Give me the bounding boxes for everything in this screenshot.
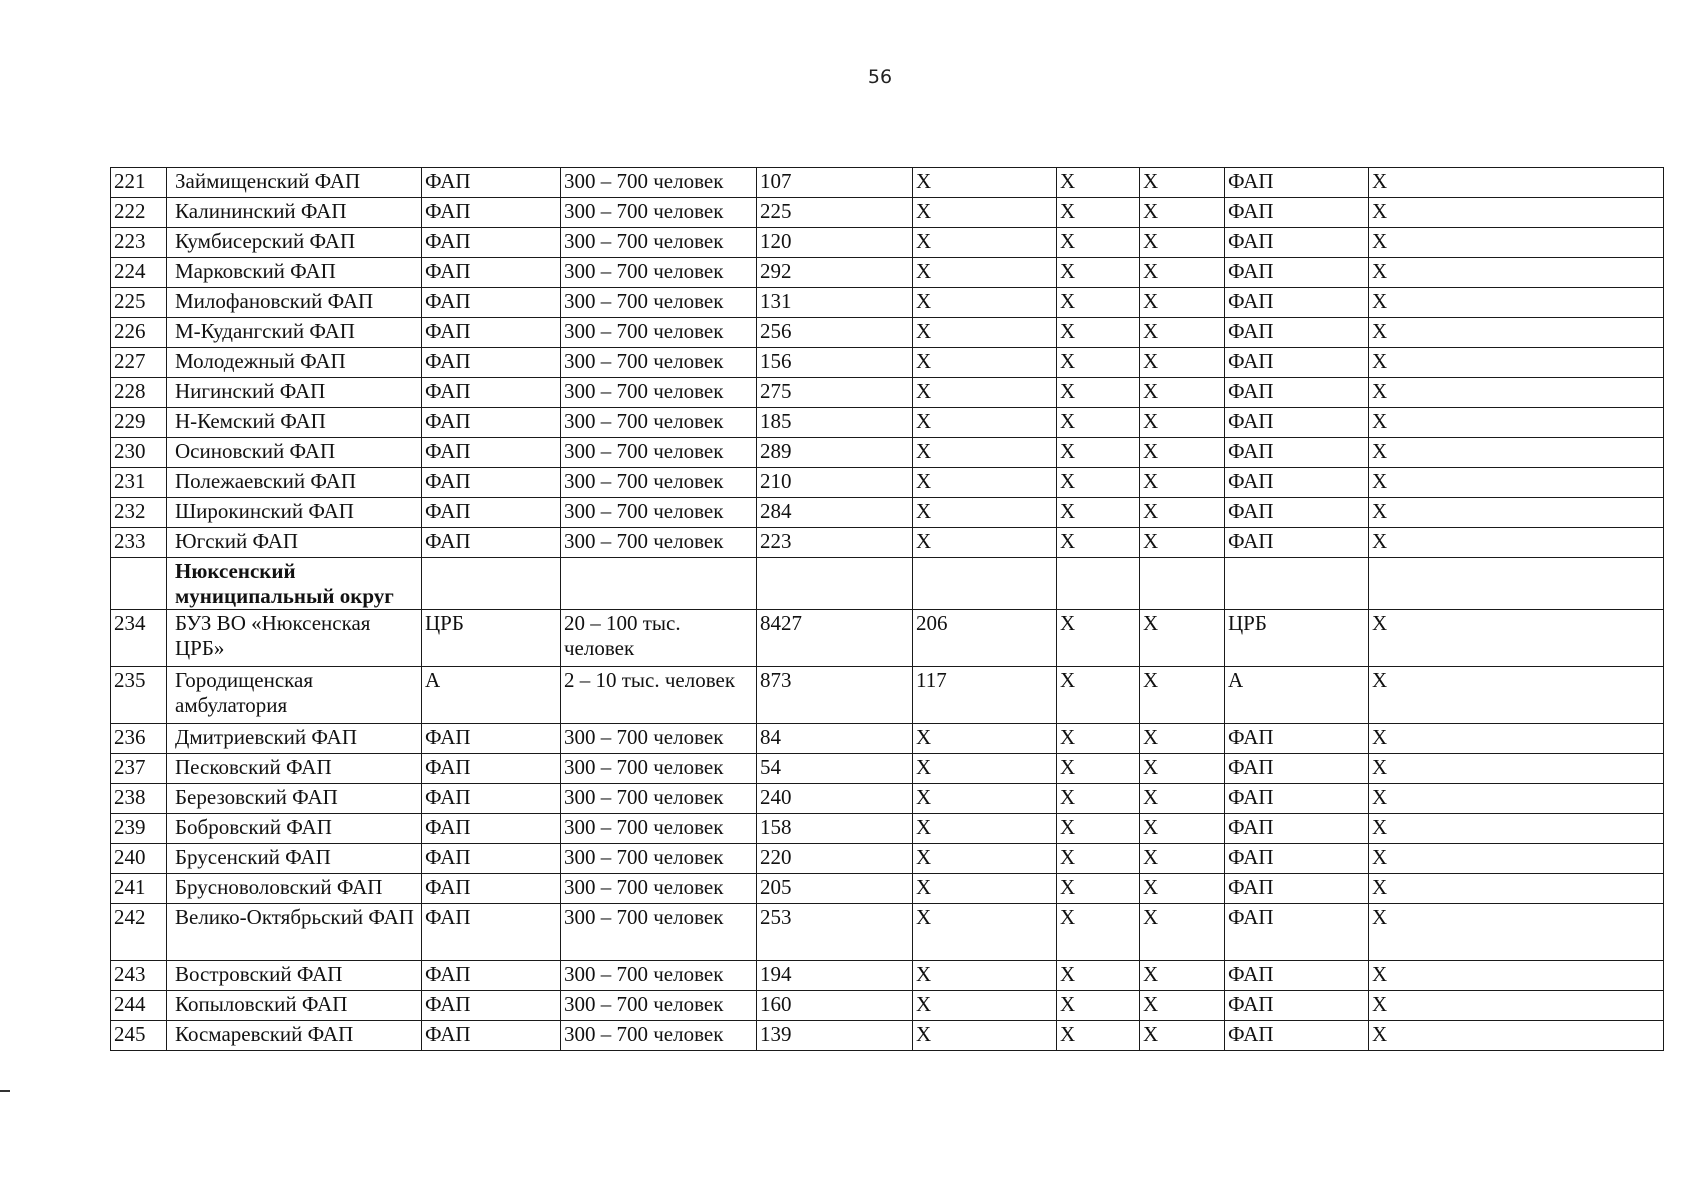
cell-facility-name: Широкинский ФАП bbox=[167, 498, 422, 528]
cell-facility-name: Осиновский ФАП bbox=[167, 438, 422, 468]
cell-facility-name: Нигинский ФАП bbox=[167, 378, 422, 408]
cell-facility-type: ФАП bbox=[422, 961, 561, 991]
cell-number: 240 bbox=[111, 844, 167, 874]
cell-col-7: Х bbox=[1057, 904, 1140, 961]
cell-population-range: 300 – 700 человек bbox=[561, 168, 757, 198]
cell-col-8 bbox=[1140, 558, 1225, 610]
cell-facility-name: Песковский ФАП bbox=[167, 754, 422, 784]
cell-facility-type: ФАП bbox=[422, 318, 561, 348]
cell-number: 233 bbox=[111, 528, 167, 558]
cell-number: 235 bbox=[111, 667, 167, 724]
cell-target-type: ФАП bbox=[1225, 258, 1369, 288]
cell-col-10: Х bbox=[1369, 288, 1664, 318]
cell-served-population: 185 bbox=[757, 408, 913, 438]
cell-col-6: Х bbox=[913, 724, 1057, 754]
cell-facility-name: БУЗ ВО «Нюксенская ЦРБ» bbox=[167, 610, 422, 667]
page-number: 56 bbox=[867, 66, 893, 88]
cell-facility-type: ФАП bbox=[422, 198, 561, 228]
cell-col-6: Х bbox=[913, 814, 1057, 844]
cell-number: 222 bbox=[111, 198, 167, 228]
cell-facility-name: Полежаевский ФАП bbox=[167, 468, 422, 498]
cell-population-range bbox=[561, 558, 757, 610]
cell-facility-name: Востровский ФАП bbox=[167, 961, 422, 991]
cell-col-10 bbox=[1369, 558, 1664, 610]
cell-col-6: 117 bbox=[913, 667, 1057, 724]
cell-col-10: Х bbox=[1369, 528, 1664, 558]
cell-facility-name: Березовский ФАП bbox=[167, 784, 422, 814]
cell-served-population: 120 bbox=[757, 228, 913, 258]
cell-served-population: 284 bbox=[757, 498, 913, 528]
cell-facility-type: ФАП bbox=[422, 378, 561, 408]
cell-col-6: 206 bbox=[913, 610, 1057, 667]
table-row bbox=[111, 198, 1664, 228]
cell-target-type: ФАП bbox=[1225, 168, 1369, 198]
cell-col-8: Х bbox=[1140, 438, 1225, 468]
cell-col-10: Х bbox=[1369, 904, 1664, 961]
cell-facility-name: Милофановский ФАП bbox=[167, 288, 422, 318]
cell-col-10: Х bbox=[1369, 844, 1664, 874]
cell-col-7: Х bbox=[1057, 468, 1140, 498]
cell-col-6 bbox=[913, 558, 1057, 610]
cell-served-population: 205 bbox=[757, 874, 913, 904]
cell-col-6: Х bbox=[913, 198, 1057, 228]
cell-col-7: Х bbox=[1057, 724, 1140, 754]
cell-facility-type: А bbox=[422, 667, 561, 724]
cell-col-7: Х bbox=[1057, 667, 1140, 724]
cell-col-8: Х bbox=[1140, 844, 1225, 874]
cell-population-range: 300 – 700 человек bbox=[561, 991, 757, 1021]
cell-target-type: ФАП bbox=[1225, 874, 1369, 904]
cell-facility-name: Городищенская амбулатория bbox=[167, 667, 422, 724]
cell-served-population: 275 bbox=[757, 378, 913, 408]
cell-col-8: Х bbox=[1140, 408, 1225, 438]
cell-target-type: ФАП bbox=[1225, 288, 1369, 318]
cell-number: 226 bbox=[111, 318, 167, 348]
cell-col-10: Х bbox=[1369, 724, 1664, 754]
cell-col-10: Х bbox=[1369, 348, 1664, 378]
cell-facility-name: Брусноволовский ФАП bbox=[167, 874, 422, 904]
cell-facility-type: ФАП bbox=[422, 991, 561, 1021]
table-row bbox=[111, 754, 1664, 784]
cell-col-7: Х bbox=[1057, 784, 1140, 814]
cell-col-10: Х bbox=[1369, 991, 1664, 1021]
cell-col-10: Х bbox=[1369, 258, 1664, 288]
cell-number: 221 bbox=[111, 168, 167, 198]
cell-number: 230 bbox=[111, 438, 167, 468]
table-row bbox=[111, 844, 1664, 874]
cell-col-6: Х bbox=[913, 754, 1057, 784]
cell-population-range: 300 – 700 человек bbox=[561, 318, 757, 348]
cell-population-range: 300 – 700 человек bbox=[561, 198, 757, 228]
cell-population-range: 300 – 700 человек bbox=[561, 844, 757, 874]
cell-col-8: Х bbox=[1140, 468, 1225, 498]
cell-col-6: Х bbox=[913, 438, 1057, 468]
facilities-table-container bbox=[110, 167, 1663, 1051]
cell-facility-type: ФАП bbox=[422, 844, 561, 874]
table-row bbox=[111, 348, 1664, 378]
cell-population-range: 300 – 700 человек bbox=[561, 814, 757, 844]
cell-col-8: Х bbox=[1140, 1021, 1225, 1051]
cell-col-7: Х bbox=[1057, 814, 1140, 844]
cell-col-6: Х bbox=[913, 498, 1057, 528]
cell-col-10: Х bbox=[1369, 468, 1664, 498]
cell-facility-name: Молодежный ФАП bbox=[167, 348, 422, 378]
table-row bbox=[111, 904, 1664, 961]
cell-population-range: 300 – 700 человек bbox=[561, 228, 757, 258]
cell-population-range: 300 – 700 человек bbox=[561, 754, 757, 784]
cell-col-6: Х bbox=[913, 228, 1057, 258]
cell-col-6: Х bbox=[913, 168, 1057, 198]
cell-col-7: Х bbox=[1057, 228, 1140, 258]
cell-col-10: Х bbox=[1369, 198, 1664, 228]
cell-population-range: 300 – 700 человек bbox=[561, 378, 757, 408]
cell-number: 239 bbox=[111, 814, 167, 844]
cell-col-6: Х bbox=[913, 288, 1057, 318]
cell-col-6: Х bbox=[913, 408, 1057, 438]
cell-served-population: 8427 bbox=[757, 610, 913, 667]
cell-target-type: ФАП bbox=[1225, 528, 1369, 558]
cell-facility-type: ФАП bbox=[422, 754, 561, 784]
cell-col-10: Х bbox=[1369, 814, 1664, 844]
cell-population-range: 300 – 700 человек bbox=[561, 784, 757, 814]
cell-col-10: Х bbox=[1369, 667, 1664, 724]
cell-col-7: Х bbox=[1057, 408, 1140, 438]
cell-served-population: 253 bbox=[757, 904, 913, 961]
cell-number: 245 bbox=[111, 1021, 167, 1051]
cell-col-8: Х bbox=[1140, 378, 1225, 408]
cell-served-population: 160 bbox=[757, 991, 913, 1021]
cell-facility-type: ЦРБ bbox=[422, 610, 561, 667]
cell-facility-name: Копыловский ФАП bbox=[167, 991, 422, 1021]
cell-served-population: 292 bbox=[757, 258, 913, 288]
cell-served-population: 84 bbox=[757, 724, 913, 754]
cell-col-10: Х bbox=[1369, 318, 1664, 348]
edge-mark bbox=[0, 1090, 10, 1092]
cell-col-10: Х bbox=[1369, 874, 1664, 904]
cell-number: 223 bbox=[111, 228, 167, 258]
cell-col-6: Х bbox=[913, 348, 1057, 378]
cell-served-population: 158 bbox=[757, 814, 913, 844]
cell-col-8: Х bbox=[1140, 667, 1225, 724]
cell-facility-name: Бобровский ФАП bbox=[167, 814, 422, 844]
cell-served-population: 131 bbox=[757, 288, 913, 318]
cell-population-range: 300 – 700 человек bbox=[561, 438, 757, 468]
cell-facility-name: Брусенский ФАП bbox=[167, 844, 422, 874]
table-row bbox=[111, 168, 1664, 198]
cell-target-type: ФАП bbox=[1225, 408, 1369, 438]
cell-number: 229 bbox=[111, 408, 167, 438]
table-row bbox=[111, 408, 1664, 438]
cell-target-type: ФАП bbox=[1225, 498, 1369, 528]
table-row bbox=[111, 874, 1664, 904]
cell-facility-name: Калининский ФАП bbox=[167, 198, 422, 228]
cell-number: 234 bbox=[111, 610, 167, 667]
cell-target-type: ЦРБ bbox=[1225, 610, 1369, 667]
cell-population-range: 300 – 700 человек bbox=[561, 874, 757, 904]
cell-number: 242 bbox=[111, 904, 167, 961]
cell-col-8: Х bbox=[1140, 754, 1225, 784]
cell-served-population: 256 bbox=[757, 318, 913, 348]
cell-col-10: Х bbox=[1369, 228, 1664, 258]
cell-col-6: Х bbox=[913, 904, 1057, 961]
cell-col-7: Х bbox=[1057, 438, 1140, 468]
table-section-row bbox=[111, 558, 1664, 610]
cell-col-7: Х bbox=[1057, 168, 1140, 198]
table-row bbox=[111, 724, 1664, 754]
cell-col-6: Х bbox=[913, 844, 1057, 874]
cell-number: 238 bbox=[111, 784, 167, 814]
cell-col-8: Х bbox=[1140, 528, 1225, 558]
cell-col-6: Х bbox=[913, 258, 1057, 288]
cell-number: 231 bbox=[111, 468, 167, 498]
cell-target-type: ФАП bbox=[1225, 784, 1369, 814]
cell-facility-type: ФАП bbox=[422, 228, 561, 258]
cell-number: 225 bbox=[111, 288, 167, 318]
table-row bbox=[111, 610, 1664, 667]
cell-population-range: 300 – 700 человек bbox=[561, 1021, 757, 1051]
cell-served-population: 289 bbox=[757, 438, 913, 468]
cell-target-type: ФАП bbox=[1225, 991, 1369, 1021]
cell-facility-name: Дмитриевский ФАП bbox=[167, 724, 422, 754]
table-row bbox=[111, 258, 1664, 288]
cell-target-type: ФАП bbox=[1225, 378, 1369, 408]
cell-col-7: Х bbox=[1057, 498, 1140, 528]
cell-target-type: ФАП bbox=[1225, 754, 1369, 784]
cell-target-type: ФАП bbox=[1225, 1021, 1369, 1051]
cell-population-range: 300 – 700 человек bbox=[561, 288, 757, 318]
cell-col-6: Х bbox=[913, 1021, 1057, 1051]
cell-col-8: Х bbox=[1140, 874, 1225, 904]
cell-col-6: Х bbox=[913, 874, 1057, 904]
cell-col-8: Х bbox=[1140, 991, 1225, 1021]
cell-col-7: Х bbox=[1057, 1021, 1140, 1051]
cell-col-6: Х bbox=[913, 961, 1057, 991]
cell-served-population: 156 bbox=[757, 348, 913, 378]
cell-facility-type bbox=[422, 558, 561, 610]
cell-col-8: Х bbox=[1140, 198, 1225, 228]
cell-col-8: Х bbox=[1140, 228, 1225, 258]
cell-col-7: Х bbox=[1057, 348, 1140, 378]
cell-col-10: Х bbox=[1369, 754, 1664, 784]
cell-served-population: 220 bbox=[757, 844, 913, 874]
cell-facility-type: ФАП bbox=[422, 288, 561, 318]
cell-col-10: Х bbox=[1369, 1021, 1664, 1051]
table-row bbox=[111, 991, 1664, 1021]
cell-facility-type: ФАП bbox=[422, 528, 561, 558]
cell-population-range: 300 – 700 человек bbox=[561, 724, 757, 754]
cell-col-7: Х bbox=[1057, 288, 1140, 318]
cell-number: 241 bbox=[111, 874, 167, 904]
cell-number: 224 bbox=[111, 258, 167, 288]
cell-col-7: Х bbox=[1057, 318, 1140, 348]
cell-number: 232 bbox=[111, 498, 167, 528]
cell-col-7: Х bbox=[1057, 198, 1140, 228]
cell-served-population: 240 bbox=[757, 784, 913, 814]
cell-facility-name: Югский ФАП bbox=[167, 528, 422, 558]
cell-col-10: Х bbox=[1369, 378, 1664, 408]
table-row bbox=[111, 288, 1664, 318]
cell-col-8: Х bbox=[1140, 784, 1225, 814]
cell-col-6: Х bbox=[913, 784, 1057, 814]
cell-target-type: ФАП bbox=[1225, 318, 1369, 348]
cell-col-7: Х bbox=[1057, 528, 1140, 558]
cell-col-10: Х bbox=[1369, 498, 1664, 528]
cell-col-7: Х bbox=[1057, 991, 1140, 1021]
cell-facility-type: ФАП bbox=[422, 258, 561, 288]
cell-col-8: Х bbox=[1140, 288, 1225, 318]
cell-target-type: А bbox=[1225, 667, 1369, 724]
cell-col-8: Х bbox=[1140, 724, 1225, 754]
cell-col-7: Х bbox=[1057, 961, 1140, 991]
table-row bbox=[111, 468, 1664, 498]
cell-served-population: 225 bbox=[757, 198, 913, 228]
cell-served-population: 54 bbox=[757, 754, 913, 784]
cell-facility-type: ФАП bbox=[422, 874, 561, 904]
cell-number: 244 bbox=[111, 991, 167, 1021]
cell-target-type: ФАП bbox=[1225, 468, 1369, 498]
cell-col-7: Х bbox=[1057, 378, 1140, 408]
cell-served-population bbox=[757, 558, 913, 610]
cell-col-10: Х bbox=[1369, 168, 1664, 198]
cell-facility-type: ФАП bbox=[422, 168, 561, 198]
cell-col-8: Х bbox=[1140, 814, 1225, 844]
cell-col-7: Х bbox=[1057, 258, 1140, 288]
cell-col-6: Х bbox=[913, 318, 1057, 348]
cell-col-8: Х bbox=[1140, 348, 1225, 378]
cell-population-range: 2 – 10 тыс. человек bbox=[561, 667, 757, 724]
cell-target-type: ФАП bbox=[1225, 844, 1369, 874]
cell-facility-name: Займищенский ФАП bbox=[167, 168, 422, 198]
cell-col-8: Х bbox=[1140, 961, 1225, 991]
cell-facility-name: М-Кудангский ФАП bbox=[167, 318, 422, 348]
table-row bbox=[111, 961, 1664, 991]
cell-population-range: 300 – 700 человек bbox=[561, 498, 757, 528]
cell-col-8: Х bbox=[1140, 498, 1225, 528]
table-row bbox=[111, 438, 1664, 468]
cell-number: 243 bbox=[111, 961, 167, 991]
table-row bbox=[111, 784, 1664, 814]
cell-target-type bbox=[1225, 558, 1369, 610]
cell-col-10: Х bbox=[1369, 438, 1664, 468]
cell-population-range: 300 – 700 человек bbox=[561, 961, 757, 991]
table-row bbox=[111, 667, 1664, 724]
table-row bbox=[111, 1021, 1664, 1051]
cell-served-population: 873 bbox=[757, 667, 913, 724]
cell-col-8: Х bbox=[1140, 904, 1225, 961]
cell-facility-type: ФАП bbox=[422, 438, 561, 468]
cell-facility-type: ФАП bbox=[422, 408, 561, 438]
cell-facility-name: Марковский ФАП bbox=[167, 258, 422, 288]
table-row bbox=[111, 528, 1664, 558]
cell-target-type: ФАП bbox=[1225, 198, 1369, 228]
cell-served-population: 107 bbox=[757, 168, 913, 198]
cell-col-7: Х bbox=[1057, 874, 1140, 904]
cell-population-range: 300 – 700 человек bbox=[561, 258, 757, 288]
cell-facility-name: Велико-Октябрьский ФАП bbox=[167, 904, 422, 961]
table-row bbox=[111, 498, 1664, 528]
cell-target-type: ФАП bbox=[1225, 814, 1369, 844]
cell-number: 227 bbox=[111, 348, 167, 378]
cell-facility-type: ФАП bbox=[422, 1021, 561, 1051]
cell-served-population: 210 bbox=[757, 468, 913, 498]
cell-col-6: Х bbox=[913, 468, 1057, 498]
cell-target-type: ФАП bbox=[1225, 961, 1369, 991]
cell-facility-type: ФАП bbox=[422, 814, 561, 844]
cell-col-10: Х bbox=[1369, 961, 1664, 991]
table-row bbox=[111, 318, 1664, 348]
cell-facility-type: ФАП bbox=[422, 724, 561, 754]
cell-population-range: 300 – 700 человек bbox=[561, 408, 757, 438]
cell-number bbox=[111, 558, 167, 610]
cell-number: 236 bbox=[111, 724, 167, 754]
cell-col-10: Х bbox=[1369, 408, 1664, 438]
cell-target-type: ФАП bbox=[1225, 438, 1369, 468]
table-body bbox=[111, 168, 1664, 1051]
cell-col-8: Х bbox=[1140, 168, 1225, 198]
cell-served-population: 139 bbox=[757, 1021, 913, 1051]
cell-col-7: Х bbox=[1057, 610, 1140, 667]
cell-number: 237 bbox=[111, 754, 167, 784]
cell-facility-name: Кумбисерский ФАП bbox=[167, 228, 422, 258]
table-row bbox=[111, 814, 1664, 844]
cell-number: 228 bbox=[111, 378, 167, 408]
cell-population-range: 300 – 700 человек bbox=[561, 528, 757, 558]
cell-col-8: Х bbox=[1140, 258, 1225, 288]
cell-target-type: ФАП bbox=[1225, 904, 1369, 961]
cell-facility-name: Н-Кемский ФАП bbox=[167, 408, 422, 438]
cell-col-7: Х bbox=[1057, 754, 1140, 784]
cell-population-range: 300 – 700 человек bbox=[561, 468, 757, 498]
cell-col-10: Х bbox=[1369, 784, 1664, 814]
cell-facility-type: ФАП bbox=[422, 468, 561, 498]
cell-facility-type: ФАП bbox=[422, 498, 561, 528]
facilities-table bbox=[110, 167, 1664, 1051]
cell-population-range: 300 – 700 человек bbox=[561, 904, 757, 961]
cell-col-8: Х bbox=[1140, 610, 1225, 667]
cell-population-range: 20 – 100 тыс. человек bbox=[561, 610, 757, 667]
cell-served-population: 223 bbox=[757, 528, 913, 558]
cell-served-population: 194 bbox=[757, 961, 913, 991]
cell-col-7 bbox=[1057, 558, 1140, 610]
cell-col-8: Х bbox=[1140, 318, 1225, 348]
cell-target-type: ФАП bbox=[1225, 228, 1369, 258]
cell-facility-type: ФАП bbox=[422, 784, 561, 814]
cell-facility-name: Космаревский ФАП bbox=[167, 1021, 422, 1051]
cell-target-type: ФАП bbox=[1225, 724, 1369, 754]
cell-facility-type: ФАП bbox=[422, 348, 561, 378]
table-row bbox=[111, 228, 1664, 258]
cell-facility-name: Нюксенский муниципальный округ bbox=[167, 558, 422, 610]
cell-col-6: Х bbox=[913, 528, 1057, 558]
table-row bbox=[111, 378, 1664, 408]
cell-col-10: Х bbox=[1369, 610, 1664, 667]
cell-col-7: Х bbox=[1057, 844, 1140, 874]
cell-facility-type: ФАП bbox=[422, 904, 561, 961]
cell-col-6: Х bbox=[913, 991, 1057, 1021]
cell-col-6: Х bbox=[913, 378, 1057, 408]
cell-target-type: ФАП bbox=[1225, 348, 1369, 378]
cell-population-range: 300 – 700 человек bbox=[561, 348, 757, 378]
